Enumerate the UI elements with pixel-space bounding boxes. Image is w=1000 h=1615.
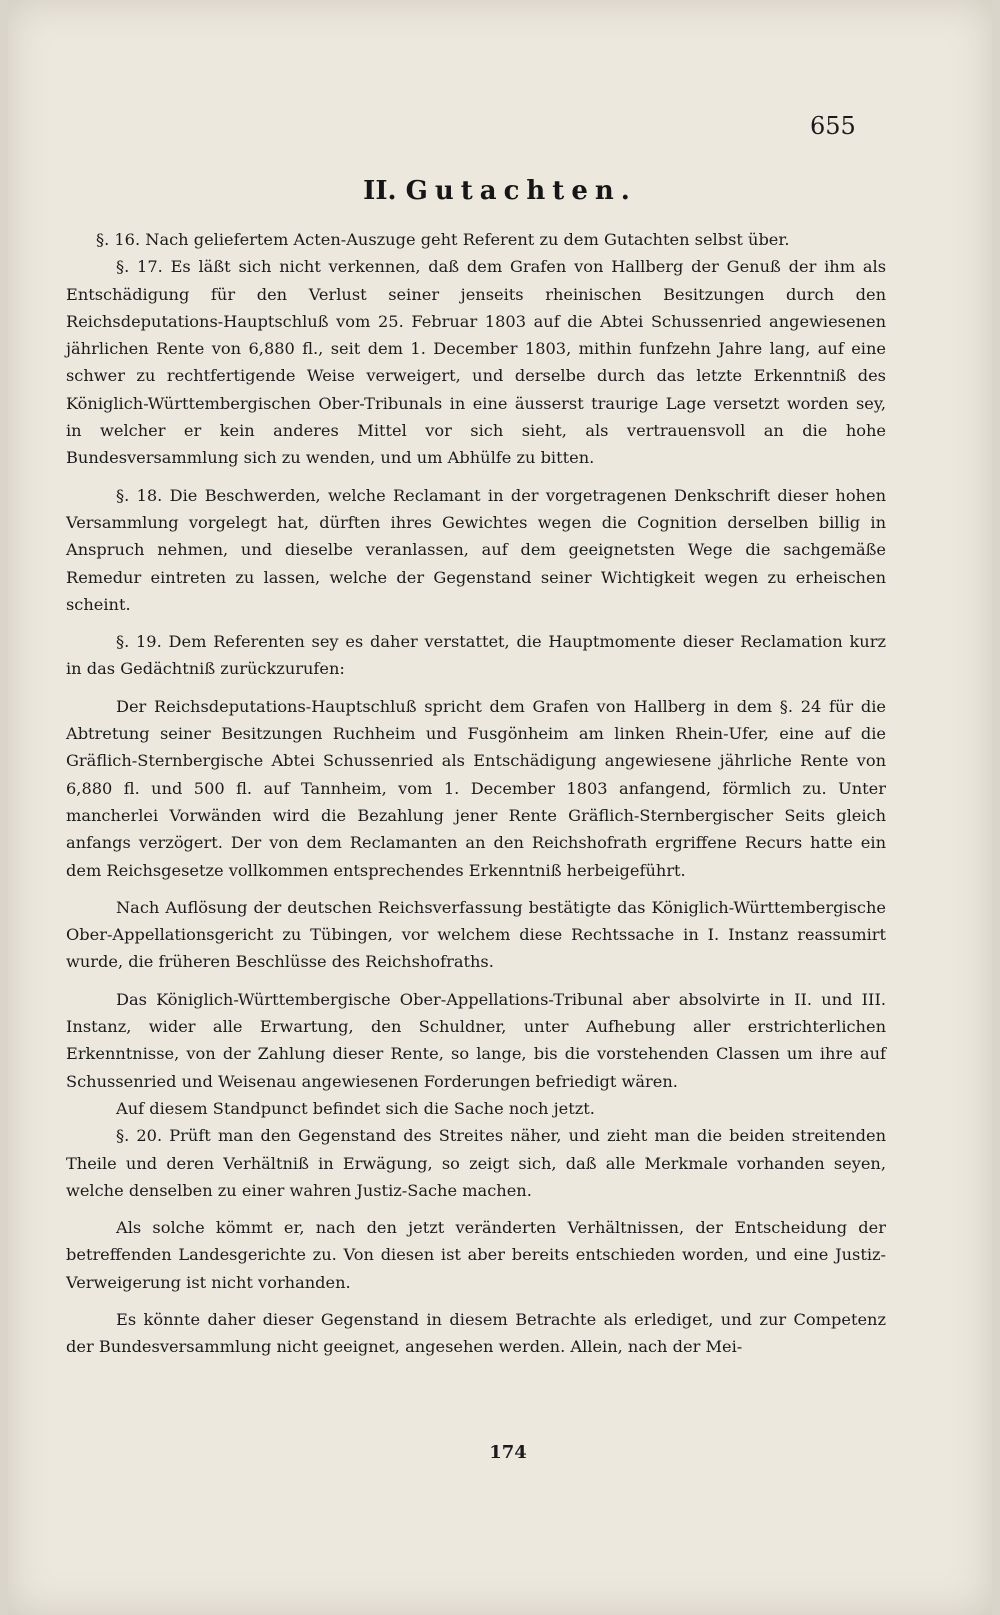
paragraph-20: §. 20. Prüft man den Gegenstand des Streites näher, und zieht man die beiden streitenden Theile und deren Verhältniß in Erwägung, so zeigt sich, daß alle Merkmale vorhanden seyen, welche denselben zu einer wahren Justiz-Sache machen. — [66, 1126, 886, 1200]
heading-numeral: II. — [363, 176, 397, 206]
signature-mark: 174 — [489, 1442, 527, 1463]
paragraph-hauptschluss: Der Reichsdeputations-Hauptschluß spricht dem Grafen von Hallberg in dem §. 24 für die Abtretung seiner Besitzungen Ruchheim und Fusgönheim am linken Rhein-Ufer, eine auf die Gräflich-Sternbergische Abtei Schussenried als Entschädigung angewiesene jährliche Rente von 6,880 fl. und 500 fl. auf Tannheim, vom 1. December 1803 anfangend, förmlich zu. Unter mancherlei Vorwänden wird die Bezahlung jener Rente Gräflich-Sternbergischer Seits gleich anfangs verzögert. Der von dem Reclamanten an den Reichshofrath ergriffene Recurs hatte ein dem Reichsgesetze vollkommen entsprechendes Erkenntniß herbeigeführt. — [66, 696, 886, 880]
paragraph-standpunct: Auf diesem Standpunct befindet sich die Sache noch jetzt. — [116, 1098, 595, 1118]
paragraph-17: §. 17. Es läßt sich nicht verkennen, daß dem Grafen von Hallberg der Genuß der ihm als Entschädigung für den Verlust seiner jenseits rheinischen Besitzungen durch den Reichsdeputations-Hauptschluß vom 25. Februar 1803 auf die Abtei Schussenried angewiesenen jährlichen Rente von 6,880 fl., seit dem 1. December 1803, mithin funfzehn Jahre lang, auf eine schwer zu rechtfertigende Weise verweigert, und derselbe durch das letzte Erkenntniß des Königlich-Württembergischen Ober-Tribunals in eine äusserst traurige Lage versetzt worden sey, in welcher er kein anderes Mittel vor sich sieht, als vertrauensvoll an die hohe Bundesversammlung sich zu wenden, und um Abhülfe zu bitten. — [66, 257, 886, 468]
paragraph-18: §. 18. Die Beschwerden, welche Reclamant in der vorgetragenen Denkschrift dieser hohen Versammlung vorgelegt hat, dürften ihres Gewichtes wegen die Cognition derselben billig in Anspruch nehmen, und dieselbe veranlassen, auf dem geeignetsten Wege die sachgemäße Remedur eintreten zu lassen, welche der Gegenstand seiner Wichtigkeit wegen zu erheischen scheint. — [66, 485, 886, 614]
body-text — [66, 226, 886, 1361]
paragraph-aufloesung: Nach Auflösung der deutschen Reichsverfassung bestätigte das Königlich-Württembergische Ober-Appellationsgericht zu Tübingen, vor welchem diese Rechtssache in I. Instanz reassumirt wurde, die früheren Beschlüsse des Reichshofraths. — [66, 897, 886, 972]
section-heading — [8, 176, 992, 206]
paragraph-16: §. 16. Nach geliefertem Acten-Auszuge geht Referent zu dem Gutachten selbst über. — [96, 230, 790, 249]
page-number: 655 — [810, 112, 856, 140]
heading-title: Gutachten. — [405, 176, 637, 206]
paragraph-landesgerichte: Als solche kömmt er, nach den jetzt veränderten Verhältnissen, der Entscheidung der betreffenden Landesgerichte zu. Von diesen ist aber bereits entschieden worden, und eine Justiz-Verweigerung ist nicht vorhanden. — [66, 1218, 886, 1292]
paragraph-tribunal: Das Königlich-Württembergische Ober-Appellations-Tribunal aber absolvirte in II. und III. Instanz, wider alle Erwartung, den Schuldner, unter Aufhebung aller erstrichterlichen Erkenntnisse, von der Zahlung dieser Rente, so lange, bis die vorstehenden Classen um ihre auf Schussenried und Weisenau angewiesenen Forderungen befriedigt wären. — [66, 989, 886, 1091]
paragraph-competenz: Es könnte daher dieser Gegenstand in diesem Betrachte als erlediget, und zur Competenz der Bundesversammlung nicht geeignet, angesehen werden. Allein, nach der Mei- — [66, 1309, 886, 1357]
scanned-page — [8, 0, 992, 1615]
paragraph-19: §. 19. Dem Referenten sey es daher verstattet, die Hauptmomente dieser Reclamation kurz in das Gedächtniß zurückzurufen: — [66, 632, 886, 679]
